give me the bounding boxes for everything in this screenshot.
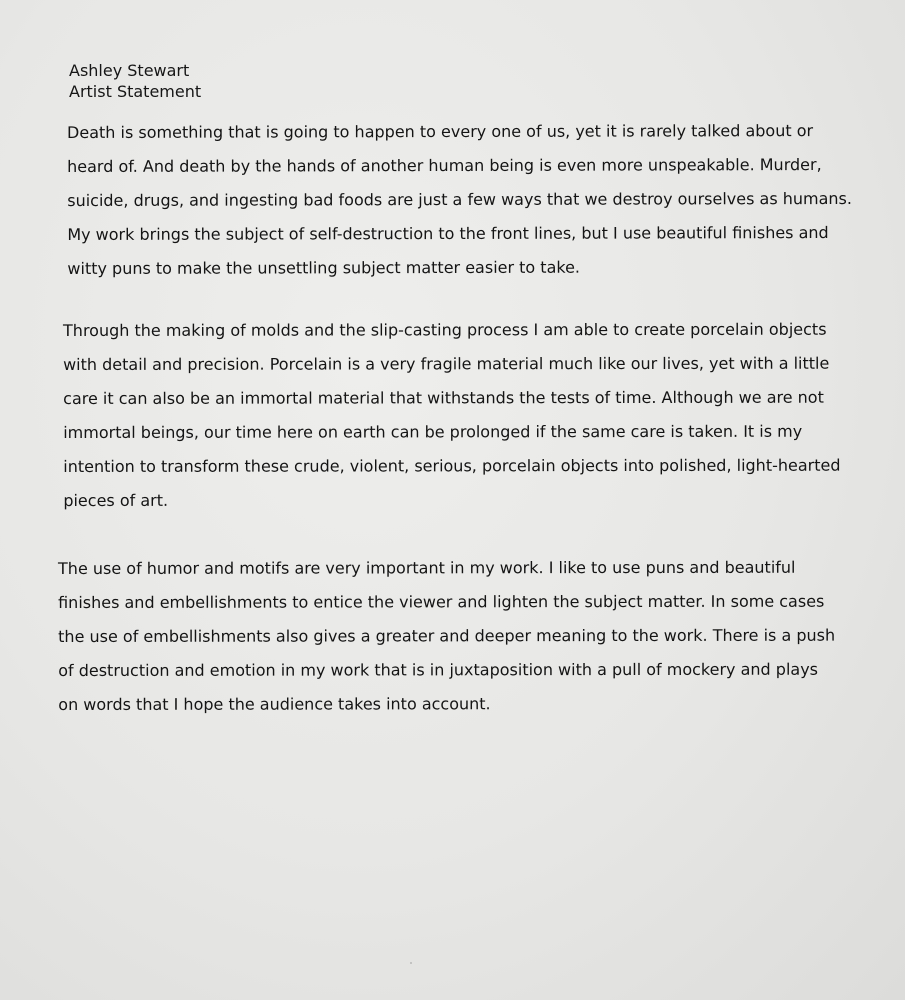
- document-title: Artist Statement: [69, 82, 202, 101]
- paragraph-line: Death is something that is going to happen to every one of us, yet it is rarely talked about or: [67, 121, 814, 142]
- paragraph-line: care it can also be an immortal material that withstands the tests of time. Although we are not: [63, 387, 824, 408]
- paragraph-line: of destruction and emotion in my work that is in juxtaposition with a pull of mockery and plays: [58, 659, 819, 680]
- paragraph-line: My work brings the subject of self-destruction to the front lines, but I use beautiful finishes and: [67, 223, 829, 244]
- paragraph-3: [58, 551, 835, 722]
- document-header: [69, 60, 201, 102]
- paragraph-line: with detail and precision. Porcelain is a very fragile material much like our lives, yet with a little: [63, 353, 830, 374]
- paper-fleck: [410, 962, 412, 964]
- paragraph-line: on words that I hope the audience takes into account.: [58, 694, 491, 714]
- paragraph-line: heard of. And death by the hands of another human being is even more unspeakable. Murder,: [67, 155, 822, 176]
- paragraph-line: finishes and embellishments to entice the viewer and lighten the subject matter. In some cases: [58, 591, 825, 612]
- paragraph-line: immortal beings, our time here on earth can be prolonged if the same care is taken. It is my: [63, 421, 803, 442]
- paragraph-line: Through the making of molds and the slip-casting process I am able to create porcelain objects: [63, 319, 827, 340]
- paragraph-line: intention to transform these crude, violent, serious, porcelain objects into polished, light-hearted: [63, 455, 841, 476]
- paragraph-line: witty puns to make the unsettling subject matter easier to take.: [67, 257, 581, 278]
- paragraph-line: suicide, drugs, and ingesting bad foods are just a few ways that we destroy ourselves as humans.: [67, 188, 852, 210]
- paragraph-line: pieces of art.: [63, 490, 169, 510]
- artist-name: Ashley Stewart: [69, 61, 190, 80]
- paragraph-1: [67, 114, 852, 286]
- paragraph-line: the use of embellishments also gives a greater and deeper meaning to the work. There is a push: [58, 625, 836, 646]
- paragraph-line: The use of humor and motifs are very important in my work. I like to use puns and beautiful: [58, 557, 796, 578]
- paragraph-2: [63, 313, 841, 518]
